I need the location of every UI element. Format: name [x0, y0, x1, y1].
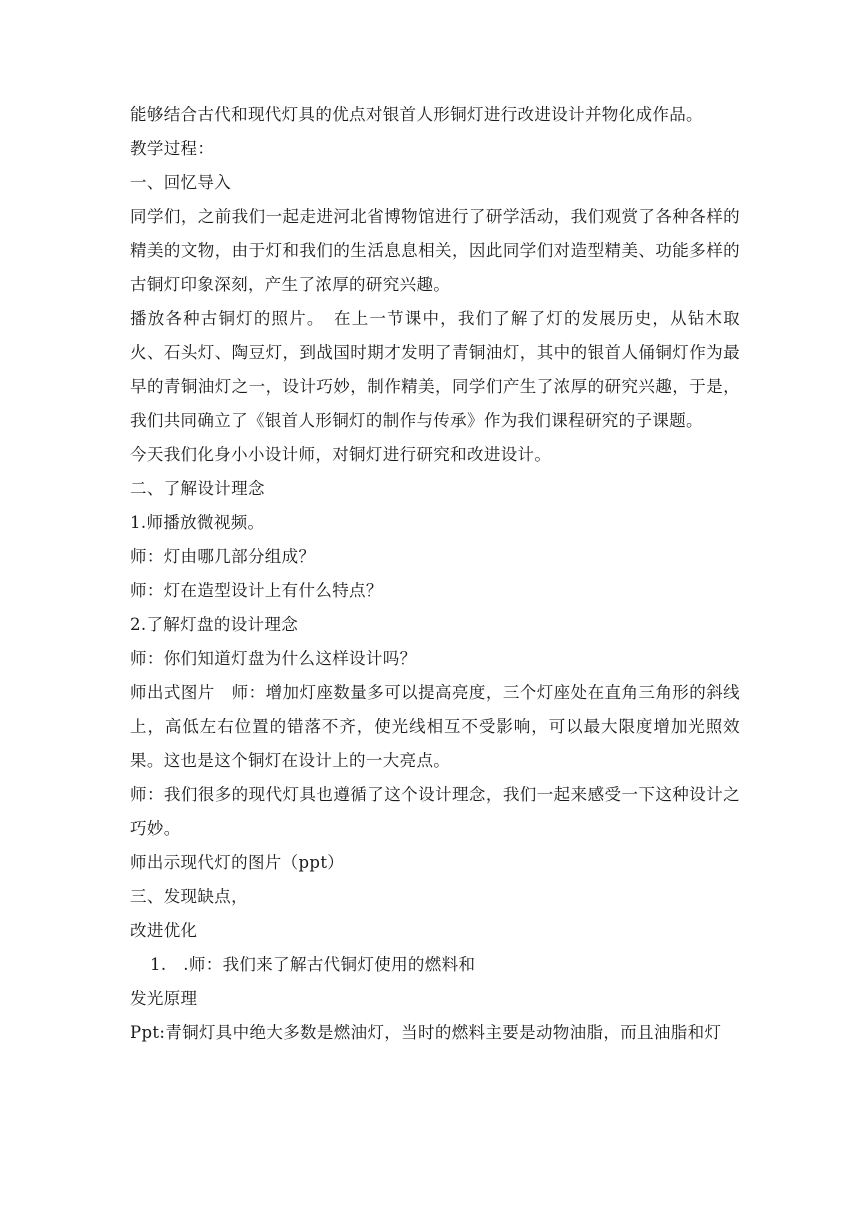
- heading-section-2: 二、了解设计理念: [130, 479, 265, 498]
- paragraph-photos: 播放各种古铜灯的照片。 在上一节课中，我们了解了灯的发展历史，从钻木取火、石头灯、陶豆灯，到战国时期才发明了青铜油灯，其中的银首人俑铜灯作为最早的青铜油灯之一，设计巧妙，制作精美，同学们产生了浓厚的研究兴趣，于是，我们共同确立了《银首人形铜灯的制作与传承》作为我们课程研究的子课题。: [130, 309, 740, 430]
- heading-section-3-cont: 改进优化: [130, 921, 198, 940]
- paragraph-ppt: Ppt:青铜灯具中绝大多数是燃油灯，当时的燃料主要是动物油脂，而且油脂和灯: [130, 1023, 722, 1042]
- paragraph-picture-explain: 师出式图片 师：增加灯座数量多可以提高亮度，三个灯座处在直角三角形的斜线上，高低左右位置的错落不齐，使光线相互不受影响，可以最大限度增加光照效果。这也是这个铜灯在设计上的一大亮点。: [130, 683, 740, 770]
- paragraph-lamp-tray: 2.了解灯盘的设计理念: [130, 615, 299, 634]
- paragraph-question-features: 师：灯在造型设计上有什么特点？: [130, 581, 383, 600]
- paragraph-principle: 发光原理: [130, 989, 198, 1008]
- document-body: [130, 98, 740, 1050]
- paragraph-question-parts: 师：灯由哪几部分组成？: [130, 547, 316, 566]
- paragraph-question-tray: 师：你们知道灯盘为什么这样设计吗？: [130, 649, 417, 668]
- heading-section-3: 三、发现缺点，: [130, 887, 248, 906]
- list-item-1: 1. .师：我们来了解古代铜灯使用的燃料和: [150, 955, 476, 974]
- heading-section-1: 一、回忆导入: [130, 173, 232, 192]
- paragraph-objective: 能够结合古代和现代灯具的优点对银首人形铜灯进行改进设计并物化成作品。: [130, 105, 703, 124]
- paragraph-modern-lamps: 师：我们很多的现代灯具也遵循了这个设计理念，我们一起来感受一下这种设计之巧妙。: [130, 785, 740, 838]
- paragraph-today: 今天我们化身小小设计师，对铜灯进行研究和改进设计。: [130, 445, 552, 464]
- paragraph-video: 1.师播放微视频。: [130, 513, 265, 532]
- heading-teaching-process: 教学过程：: [130, 139, 215, 158]
- paragraph-show-modern: 师出示现代灯的图片（ppt）: [130, 853, 345, 872]
- paragraph-intro: 同学们，之前我们一起走进河北省博物馆进行了研学活动，我们观赏了各种各样的精美的文物，由于灯和我们的生活息息相关，因此同学们对造型精美、功能多样的古铜灯印象深刻，产生了浓厚的研究兴趣。: [130, 207, 740, 294]
